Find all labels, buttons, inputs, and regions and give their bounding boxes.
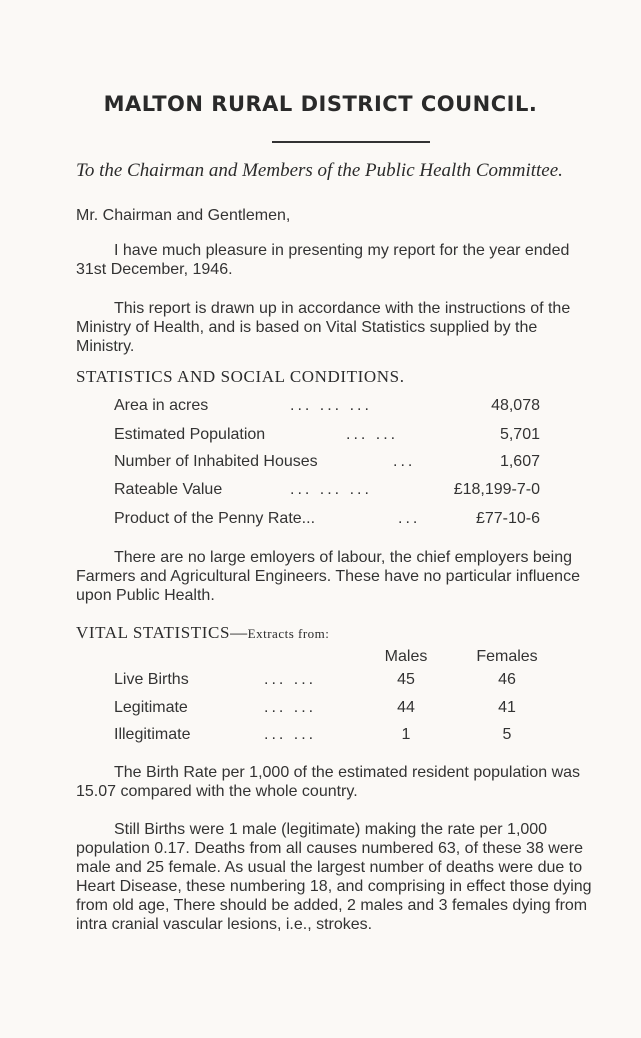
females-value: 46 [498, 671, 516, 688]
stat-label: Product of the Penny Rate... [114, 510, 316, 527]
vital-heading-sub: Extracts from: [247, 626, 330, 641]
stat-label: Rateable Value [114, 481, 223, 498]
stat-value: 48,078 [491, 397, 540, 414]
males-value: 1 [401, 726, 411, 743]
paragraph-intro: I have much pleasure in presenting my report for the year ended 31st December, 1946. [76, 242, 570, 278]
title-rule [272, 141, 430, 143]
stat-value: £18,199-7-0 [453, 481, 540, 498]
females-value: 5 [502, 726, 512, 743]
females-value: 41 [498, 699, 516, 716]
row-label: Legitimate [114, 699, 188, 716]
stat-row-houses [114, 453, 540, 473]
stat-leader-dots: ... ... ... [290, 481, 372, 498]
paragraph-basis: This report is drawn up in accordance with the instructions of the Ministry of Health, and is based on Vital Statistics supplied by the Ministry. [76, 300, 571, 355]
stat-row-population [114, 426, 540, 446]
stat-value: 5,701 [499, 426, 540, 443]
stat-leader-dots: ... ... [346, 426, 399, 443]
paragraph-birth-rate: The Birth Rate per 1,000 of the estimated resident population was 15.07 compared with the whole country. [76, 764, 581, 800]
stat-value: 1,607 [499, 453, 540, 470]
statistics-heading: STATISTICS AND SOCIAL CONDITIONS. [76, 367, 405, 386]
paragraph-employers: There are no large emloyers of labour, the chief employers being Farmers and Agricultural Engineers. These have no particular influence upon Public Health. [76, 549, 580, 604]
column-header-males: Males [384, 648, 428, 665]
stat-leader-dots: ... [393, 453, 416, 470]
vital-heading-dash: — [230, 623, 248, 642]
stat-row-area [114, 397, 540, 417]
table-row [114, 726, 554, 746]
stat-value: £77-10-6 [475, 510, 540, 527]
stat-label: Number of Inhabited Houses [114, 453, 318, 470]
row-label: Illegitimate [114, 726, 191, 743]
paragraph-deaths: Still Births were 1 male (legitimate) making the rate per 1,000 population 0.17. Deaths from all causes numbered 63, of these 38 were male and 25 female. As usual the largest number of deaths were due to Heart Disease, these numbering 18, and comprising in effect those dying from old age, There should be added, 2 males and 3 females dying from intra cranial vascular lesions, i.e., strokes. [76, 821, 592, 933]
council-title: MALTON RURAL DISTRICT COUNCIL. [103, 92, 538, 116]
table-row [114, 671, 554, 691]
vital-header-row [114, 648, 554, 668]
greeting: Mr. Chairman and Gentlemen, [76, 207, 291, 224]
stat-label: Area in acres [114, 397, 209, 414]
vital-heading-main: VITAL STATISTICS [76, 623, 231, 642]
stat-row-penny-rate [114, 510, 540, 530]
vital-statistics-heading [76, 623, 329, 643]
column-header-females: Females [476, 648, 538, 665]
row-leader-dots: ... ... [264, 671, 317, 688]
stat-label: Estimated Population [114, 426, 266, 443]
males-value: 44 [397, 699, 415, 716]
stat-leader-dots: ... [398, 510, 421, 527]
males-value: 45 [397, 671, 415, 688]
table-row [114, 699, 554, 719]
stat-row-rateable-value [114, 481, 540, 501]
row-label: Live Births [114, 671, 189, 688]
stat-leader-dots: ... ... ... [290, 397, 372, 414]
row-leader-dots: ... ... [264, 726, 317, 743]
addressee: To the Chairman and Members of the Public Health Committee. [76, 160, 563, 181]
row-leader-dots: ... ... [264, 699, 317, 716]
